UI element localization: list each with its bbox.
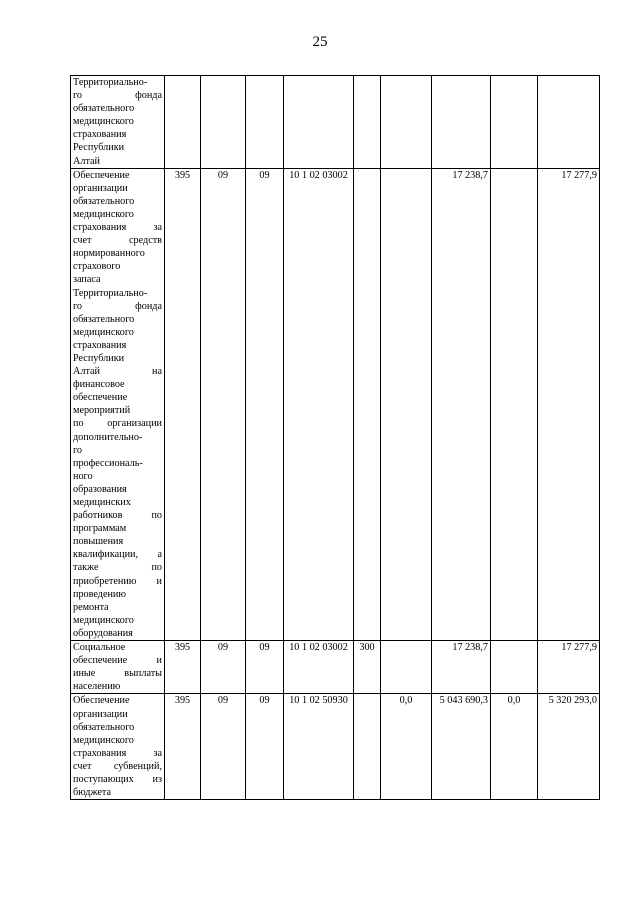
amount-1-cell: 17 238,7 — [432, 641, 491, 694]
code-admin-cell: 395 — [165, 694, 201, 800]
description-line: нормированного — [73, 248, 145, 260]
description-line: медицинского — [73, 614, 134, 626]
amount-1-cell: 17 238,7 — [432, 168, 491, 640]
description-line: оборудования — [73, 627, 133, 639]
amount-2-cell — [538, 76, 600, 169]
amount-change-1-cell — [381, 641, 432, 694]
amount-change-2-cell — [491, 168, 538, 640]
amount-2-cell: 17 277,9 — [538, 641, 600, 694]
description-line: ного — [73, 470, 93, 482]
description-line: медицинского — [73, 208, 134, 220]
code-expense-type-cell — [354, 168, 381, 640]
amount-change-2-cell — [491, 76, 538, 169]
code-expense-type-cell — [354, 694, 381, 800]
description-line: Обеспечение — [73, 169, 130, 181]
description-line: Обеспечение — [73, 695, 130, 707]
code-target-cell: 10 1 02 03002 — [284, 168, 354, 640]
description-line: медицинского — [73, 734, 134, 746]
table-body — [71, 76, 600, 800]
description-line: Республики — [73, 142, 125, 154]
description-line: обеспечение и — [73, 655, 162, 667]
description-line: проведению — [73, 588, 126, 600]
amount-1-cell — [432, 76, 491, 169]
description-line: организации — [73, 182, 128, 194]
description-line: обязательного — [73, 195, 135, 207]
amount-change-1-cell — [381, 168, 432, 640]
description-line: медицинского — [73, 116, 134, 128]
description-line: страхования за — [73, 747, 162, 759]
budget-table — [70, 75, 600, 800]
code-expense-type-cell — [354, 76, 381, 169]
code-subsection-cell: 09 — [246, 694, 284, 800]
code-section-cell: 09 — [201, 641, 246, 694]
code-section-cell: 09 — [201, 694, 246, 800]
amount-2-cell: 17 277,9 — [538, 168, 600, 640]
amount-2-cell: 5 320 293,0 — [538, 694, 600, 800]
description-line: дополнительно- — [73, 431, 143, 443]
description-line: счет средств — [73, 235, 162, 247]
description-line: страхования — [73, 129, 127, 141]
description-line: квалификации, а — [73, 549, 162, 561]
description-line: населению — [73, 681, 121, 693]
description-line: Алтай на — [73, 366, 162, 378]
table-row — [71, 168, 600, 640]
description-line: ремонта — [73, 601, 109, 613]
description-line: Территориально- — [73, 287, 148, 299]
description-line: профессиональ- — [73, 457, 143, 469]
table-row — [71, 76, 600, 169]
code-admin-cell — [165, 76, 201, 169]
row-description — [71, 76, 165, 169]
amount-change-1-cell — [381, 76, 432, 169]
code-admin-cell: 395 — [165, 168, 201, 640]
description-line: организации — [73, 708, 128, 720]
description-line: повышения — [73, 536, 124, 548]
description-line: Территориально- — [73, 77, 148, 88]
description-line: счет субвенций, — [73, 760, 162, 772]
description-line: обязательного — [73, 313, 135, 325]
description-line: страхового — [73, 261, 121, 273]
amount-1-cell: 5 043 690,3 — [432, 694, 491, 800]
description-line: мероприятий — [73, 405, 131, 417]
code-subsection-cell: 09 — [246, 641, 284, 694]
description-line: иные выплаты — [73, 668, 162, 680]
table-row — [71, 641, 600, 694]
description-line: Республики — [73, 352, 125, 364]
code-section-cell — [201, 76, 246, 169]
description-line: медицинского — [73, 326, 134, 338]
description-line: Алтай — [73, 155, 100, 167]
description-line: образования — [73, 483, 127, 495]
description-line: Социальное — [73, 642, 126, 654]
description-line: также по — [73, 562, 162, 574]
description-line: го — [73, 444, 83, 456]
table-row — [71, 694, 600, 800]
amount-change-2-cell — [491, 641, 538, 694]
code-expense-type-cell: 300 — [354, 641, 381, 694]
description-line: бюджета — [73, 787, 111, 799]
row-description — [71, 641, 165, 694]
row-description — [71, 694, 165, 800]
description-line: обеспечение — [73, 392, 128, 404]
code-section-cell: 09 — [201, 168, 246, 640]
description-line: программам — [73, 523, 127, 535]
description-line: го фонда — [73, 300, 162, 312]
description-line: работников по — [73, 510, 162, 522]
amount-change-1-cell: 0,0 — [381, 694, 432, 800]
code-target-cell: 10 1 02 50930 — [284, 694, 354, 800]
description-line: финансовое — [73, 379, 125, 391]
code-target-cell — [284, 76, 354, 169]
code-subsection-cell — [246, 76, 284, 169]
description-line: поступающих из — [73, 773, 162, 785]
page-number: 25 — [312, 34, 328, 50]
description-line: обязательного — [73, 103, 135, 115]
description-line: медицинских — [73, 497, 131, 508]
code-target-cell: 10 1 02 03002 — [284, 641, 354, 694]
description-line: го фонда — [73, 90, 162, 102]
description-line: запаса — [73, 274, 101, 286]
amount-change-2-cell: 0,0 — [491, 694, 538, 800]
code-subsection-cell: 09 — [246, 168, 284, 640]
code-admin-cell: 395 — [165, 641, 201, 694]
description-line: обязательного — [73, 721, 135, 733]
description-line: страхования — [73, 339, 127, 351]
row-description — [71, 168, 165, 640]
description-line: по организации — [73, 418, 162, 430]
description-line: страхования за — [73, 222, 162, 234]
description-line: приобретению и — [73, 575, 162, 587]
